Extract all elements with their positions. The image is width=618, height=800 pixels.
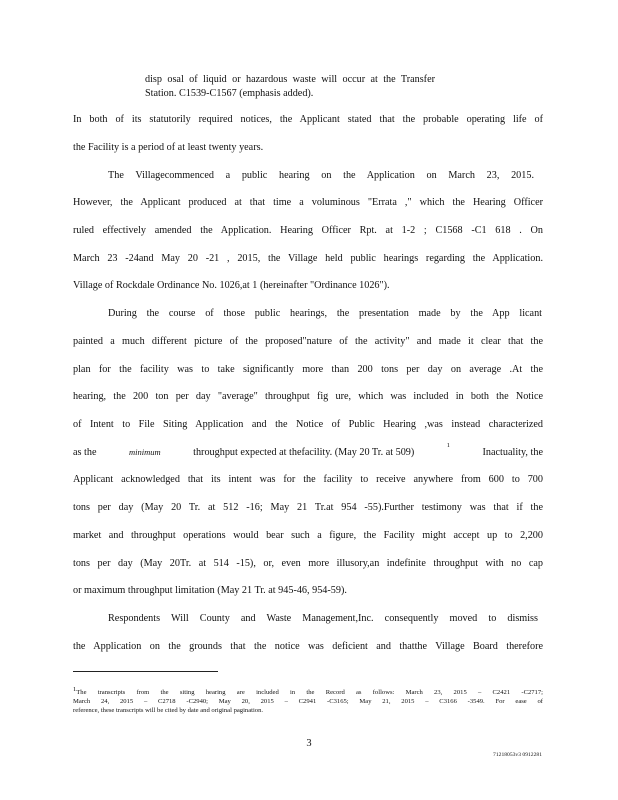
footnote-text: The transcripts from the siting hearing are included in the Record as follows: March 23, 2015 – C2421 -C2717; [76, 689, 543, 696]
document-id: 71218053v3 0912281 [493, 752, 542, 758]
footnote-line: March 24, 2015 – C2718 -C2940; May 20, 2015 – C2941 -C3165; May 21, 2015 – C3166 -3549. For ease of [73, 698, 543, 705]
body-text-line: Village of Rockdale Ordinance No. 1026,at 1 (hereinafter "Ordinance 1026"). [73, 280, 390, 291]
body-text-line: of Intent to File Siting Application and the Notice of Public Hearing ,was instead characterized [73, 419, 543, 430]
body-text-line: During the course of those public hearings, the presentation made by the App licant [108, 308, 542, 319]
page-number: 3 [306, 738, 312, 749]
inline-text: Inactuality, the [482, 447, 543, 458]
footnote-line: reference, these transcripts will be cited by date and original pagination. [73, 707, 264, 714]
inline-text: throughput expected at thefacility. (May 20 Tr. at 509) [193, 447, 415, 458]
body-text-line: However, the Applicant produced at that time a voluminous "Errata ," which the Hearing Officer [73, 197, 543, 208]
footnote-line [73, 685, 543, 697]
footnote-separator [73, 671, 218, 672]
body-text-line: ruled effectively amended the Application. Hearing Officer Rpt. at 1-2 ; C1568 -C1 618 . On [73, 225, 543, 236]
footnote-reference[interactable]: 1 [446, 442, 451, 449]
body-text-line: In both of its statutorily required notices, the Applicant stated that the probable operating life of [73, 114, 543, 125]
emphasis-text: minimum [128, 447, 161, 457]
body-text-line: painted a much different picture of the proposed"nature of the activity" and made it clear that the [73, 336, 543, 347]
body-text-line: the Application on the grounds that the notice was deficient and thatthe Village Board therefore [73, 641, 543, 652]
body-text-line: tons per day (May 20Tr. at 514 -15), or, even more illusory,an indefinite throughput with no cap [73, 558, 543, 569]
body-text-line: March 23 -24and May 20 -21 , 2015, the Village held public hearings regarding the Application. [73, 253, 543, 264]
body-text-line: tons per day (May 20 Tr. at 512 -16; May 21 Tr.at 954 -55).Further testimony was that if the [73, 502, 543, 513]
body-text-line: Applicant acknowledged that its intent was for the facility to receive anywhere from 600 to 700 [73, 474, 543, 485]
block-quote-line: disp osal of liquid or hazardous waste will occur at the Transfer [145, 74, 435, 85]
inline-text: as the [73, 447, 97, 458]
body-text-line: The Villagecommenced a public hearing on the Application on March 23, 2015. [108, 170, 534, 181]
body-text-line: market and throughput operations would bear such a figure, the Facility might accept up to 2,200 [73, 530, 543, 541]
body-text-line: hearing, the 200 ton per day "average" throughput fig ure, which was included in both the Notice [73, 391, 543, 402]
body-text-line: the Facility is a period of at least twenty years. [73, 142, 264, 153]
body-text-line: plan for the facility was to take significantly more than 200 tons per day on average .At the [73, 364, 543, 375]
body-text-line: or maximum throughput limitation (May 21 Tr. at 945-46, 954-59). [73, 585, 347, 596]
footnote-marker: 1 [73, 685, 77, 693]
body-text-line [73, 442, 543, 459]
body-text-line: Respondents Will County and Waste Management,Inc. consequently moved to dismiss [108, 613, 538, 624]
block-quote-line: Station. C1539-C1567 (emphasis added). [145, 88, 314, 99]
